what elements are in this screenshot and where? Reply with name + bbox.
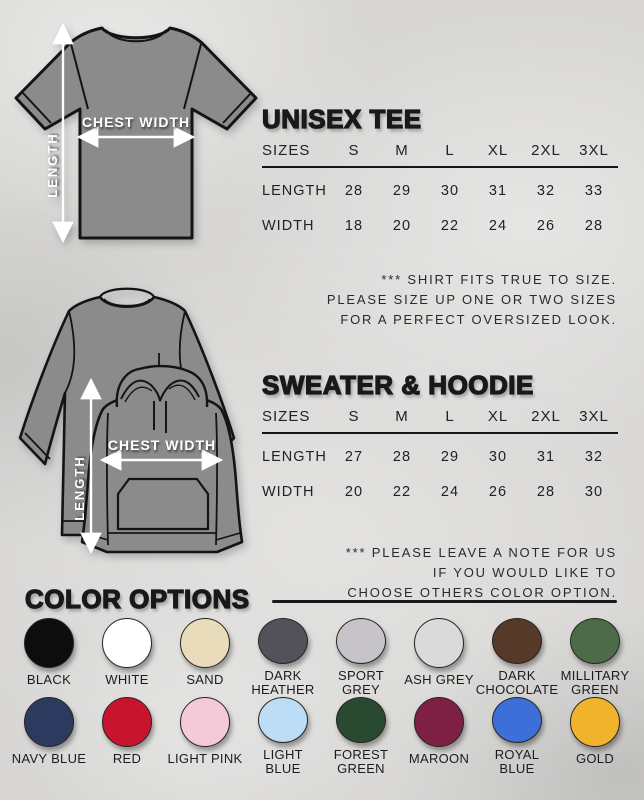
sweater-hoodie-diagram [5,283,265,568]
note-line: IF YOU WOULD LIKE TO [432,565,617,580]
sweater-hoodie-section [262,370,618,509]
swatch-royal-blue [478,697,556,776]
value: 29 [392,182,412,199]
color-circle [570,697,620,747]
table-row-length [262,173,618,208]
value: 18 [344,217,364,234]
swatch-white [88,618,166,697]
header-size-xl: XL [487,142,509,159]
header-size-m: M [395,408,409,425]
hoodie-length-label: LENGTH [72,455,87,521]
color-circle [492,697,542,743]
unisex-tee-title: UNISEX TEE [262,104,422,134]
kangaroo-pocket [118,479,208,529]
color-circle [24,697,74,747]
color-options-rule [272,600,617,603]
value: 31 [536,448,556,465]
color-label: ASH GREY [404,672,474,687]
header-size-s: S [348,408,360,425]
row-label: LENGTH [262,182,327,199]
color-circle [492,618,542,664]
color-label: DARK HEATHER [251,668,315,697]
value: 27 [344,448,364,465]
header-size-3xl: 3XL [579,142,609,159]
header-size-l: L [445,142,455,159]
value: 28 [584,217,604,234]
unisex-tee-size-table [262,142,618,243]
swatch-millitary-green [556,618,634,697]
value: 26 [488,483,508,500]
header-size-2xl: 2XL [531,142,561,159]
value: 26 [536,217,556,234]
value: 22 [392,483,412,500]
color-circle [336,697,386,743]
row-label: WIDTH [262,483,315,500]
color-circle [180,697,230,747]
header-size-2xl: 2XL [531,408,561,425]
value: 30 [440,182,460,199]
sweater-hoodie-size-table [262,408,618,509]
header-size-3xl: 3XL [579,408,609,425]
swatch-sand [166,618,244,697]
color-swatch-grid [10,618,634,776]
color-label: GOLD [575,751,615,766]
swatch-ash-grey [400,618,478,697]
value: 32 [536,182,556,199]
color-label: FOREST GREEN [333,747,389,776]
tshirt-length-label: LENGTH [45,132,60,198]
swatch-black [10,618,88,697]
note-line: FOR A PERFECT OVERSIZED LOOK. [340,312,617,327]
row-label: WIDTH [262,217,315,234]
color-label: SAND [186,672,224,687]
table-header-row [262,408,618,434]
tshirt-chest-width-label: CHEST WIDTH [81,114,191,130]
header-sizes: SIZES [262,142,311,159]
table-header-row [262,142,618,168]
swatch-light-blue [244,697,322,776]
header-size-xl: XL [487,408,509,425]
value: 28 [536,483,556,500]
unisex-tee-section [262,104,618,243]
color-circle [336,618,386,664]
swatch-gold [556,697,634,776]
color-options-title: COLOR OPTIONS [25,584,250,614]
color-circle [180,618,230,668]
color-label: DARK CHOCOLATE [475,668,559,697]
note-line: *** SHIRT FITS TRUE TO SIZE. [381,272,617,287]
swatch-maroon [400,697,478,776]
value: 31 [488,182,508,199]
header-size-m: M [395,142,409,159]
header-size-l: L [445,408,455,425]
value: 32 [584,448,604,465]
color-circle [414,697,464,747]
value: 28 [344,182,364,199]
color-circle [258,618,308,664]
color-label: LIGHT PINK [167,751,243,766]
value: 28 [392,448,412,465]
color-circle [414,618,464,668]
swatch-red [88,697,166,776]
color-circle [570,618,620,664]
color-label: NAVY BLUE [11,751,87,766]
row-label: LENGTH [262,448,327,465]
color-circle [258,697,308,743]
value: 30 [584,483,604,500]
value: 22 [440,217,460,234]
value: 20 [392,217,412,234]
color-label: SPORT GREY [337,668,385,697]
note-line: CHOOSE OTHERS COLOR OPTION. [347,585,617,600]
swatch-forest-green [322,697,400,776]
value: 20 [344,483,364,500]
header-sizes: SIZES [262,408,311,425]
tshirt-diagram [14,10,260,248]
table-row-length [262,439,618,474]
color-label: MAROON [408,751,470,766]
swatch-light-pink [166,697,244,776]
color-label: BLACK [26,672,72,687]
swatch-dark-chocolate [475,618,559,697]
value: 29 [440,448,460,465]
color-circle [102,697,152,747]
swatch-sport-grey [322,618,400,697]
swatch-navy-blue [10,697,88,776]
header-size-s: S [348,142,360,159]
color-label: ROYAL BLUE [494,747,540,776]
color-label: RED [112,751,142,766]
note-line: PLEASE SIZE UP ONE OR TWO SIZES [326,292,617,307]
color-label: WHITE [105,672,149,687]
color-request-note [197,543,617,603]
note-line: *** PLEASE LEAVE A NOTE FOR US [345,545,617,560]
color-circle [24,618,74,668]
color-circle [102,618,152,668]
color-label: LIGHT BLUE [263,747,303,776]
value: 30 [488,448,508,465]
color-label: MILLITARY GREEN [560,668,630,697]
swatch-dark-heather [244,618,322,697]
sweater-hoodie-title: SWEATER & HOODIE [262,370,534,400]
table-row-width [262,474,618,509]
value: 24 [488,217,508,234]
table-row-width [262,208,618,243]
value: 24 [440,483,460,500]
hoodie-chest-width-label: CHEST WIDTH [107,437,217,453]
value: 33 [584,182,604,199]
